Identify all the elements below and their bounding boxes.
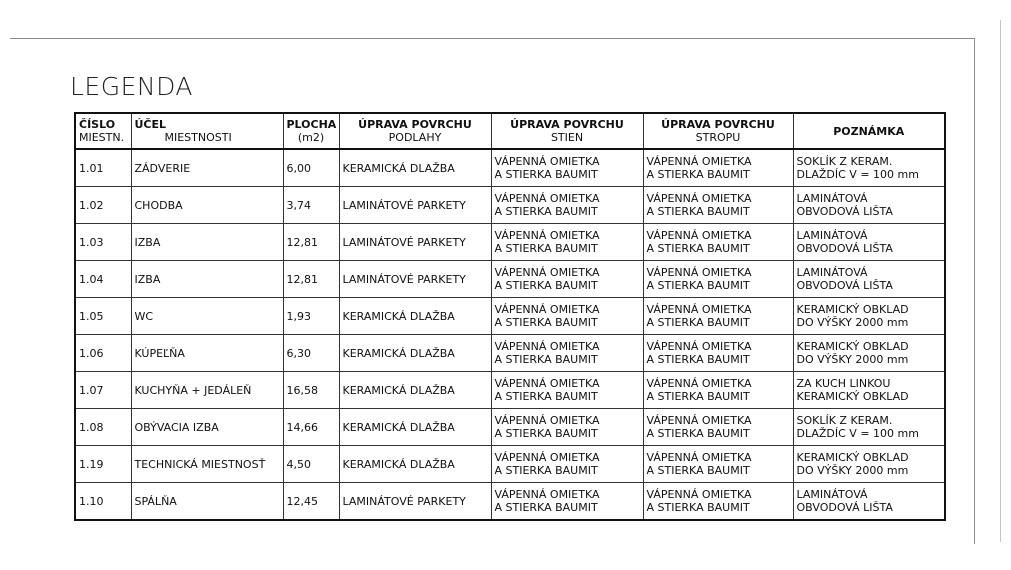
header-stropu: ÚPRAVA POVRCHU STROPU [643,113,793,149]
cell-podlahy: KERAMICKÁ DLAŽBA [339,409,491,446]
cell-cislo: 1.03 [75,224,131,261]
drawing-frame-right-line [974,38,975,544]
cell-stropu: VÁPENNÁ OMIETKA A STIERKA BAUMIT [643,187,793,224]
table-row [75,187,945,224]
table-row [75,298,945,335]
legend-title: LEGENDA [70,72,194,101]
cell-stien: VÁPENNÁ OMIETKA A STIERKA BAUMIT [491,372,643,409]
cell-cislo: 1.02 [75,187,131,224]
cell-plocha: 6,00 [283,149,339,187]
page-edge-line [1000,20,1001,542]
cell-poznamka: ZA KUCH LINKOU KERAMICKÝ OBKLAD [793,372,945,409]
cell-stien: VÁPENNÁ OMIETKA A STIERKA BAUMIT [491,335,643,372]
cell-podlahy: KERAMICKÁ DLAŽBA [339,372,491,409]
header-podlahy: ÚPRAVA POVRCHU PODLAHY [339,113,491,149]
cell-ucel: IZBA [131,224,283,261]
table-row [75,372,945,409]
cell-poznamka: SOKLÍK Z KERAM. DLAŽDÍC V = 100 mm [793,149,945,187]
cell-plocha: 4,50 [283,446,339,483]
cell-ucel: CHODBA [131,187,283,224]
cell-poznamka: LAMINÁTOVÁ OBVODOVÁ LIŠTA [793,261,945,298]
cell-podlahy: LAMINÁTOVÉ PARKETY [339,261,491,298]
table-row [75,149,945,187]
cell-ucel: OBÝVACIA IZBA [131,409,283,446]
cell-podlahy: LAMINÁTOVÉ PARKETY [339,483,491,521]
cell-poznamka: SOKLÍK Z KERAM. DLAŽDÍC V = 100 mm [793,409,945,446]
cell-cislo: 1.06 [75,335,131,372]
cell-ucel: KÚPEĽŇA [131,335,283,372]
cell-podlahy: KERAMICKÁ DLAŽBA [339,446,491,483]
cell-plocha: 12,81 [283,261,339,298]
header-cislo: ČÍSLO MIESTN. [75,113,131,149]
cell-podlahy: LAMINÁTOVÉ PARKETY [339,224,491,261]
cell-cislo: 1.05 [75,298,131,335]
cell-ucel: WC [131,298,283,335]
cell-stien: VÁPENNÁ OMIETKA A STIERKA BAUMIT [491,187,643,224]
cell-cislo: 1.04 [75,261,131,298]
cell-plocha: 12,81 [283,224,339,261]
table-row [75,335,945,372]
cell-podlahy: LAMINÁTOVÉ PARKETY [339,187,491,224]
cell-stien: VÁPENNÁ OMIETKA A STIERKA BAUMIT [491,261,643,298]
header-row [75,113,945,149]
header-plocha: PLOCHA (m2) [283,113,339,149]
table-row [75,261,945,298]
table-row [75,483,945,521]
cell-plocha: 12,45 [283,483,339,521]
cell-poznamka: KERAMICKÝ OBKLAD DO VÝŠKY 2000 mm [793,335,945,372]
cell-cislo: 1.01 [75,149,131,187]
cell-poznamka: LAMINÁTOVÁ OBVODOVÁ LIŠTA [793,224,945,261]
cell-podlahy: KERAMICKÁ DLAŽBA [339,298,491,335]
table-row [75,446,945,483]
cell-ucel: ZÁDVERIE [131,149,283,187]
cell-plocha: 16,58 [283,372,339,409]
cell-cislo: 1.19 [75,446,131,483]
header-ucel: ÚČEL MIESTNOSTI [131,113,283,149]
cell-stien: VÁPENNÁ OMIETKA A STIERKA BAUMIT [491,409,643,446]
cell-stien: VÁPENNÁ OMIETKA A STIERKA BAUMIT [491,483,643,521]
cell-stropu: VÁPENNÁ OMIETKA A STIERKA BAUMIT [643,483,793,521]
cell-podlahy: KERAMICKÁ DLAŽBA [339,335,491,372]
cell-stropu: VÁPENNÁ OMIETKA A STIERKA BAUMIT [643,446,793,483]
cell-cislo: 1.10 [75,483,131,521]
cell-stien: VÁPENNÁ OMIETKA A STIERKA BAUMIT [491,224,643,261]
cell-plocha: 14,66 [283,409,339,446]
cell-ucel: IZBA [131,261,283,298]
cell-ucel: SPÁLŇA [131,483,283,521]
cell-stien: VÁPENNÁ OMIETKA A STIERKA BAUMIT [491,446,643,483]
cell-plocha: 6,30 [283,335,339,372]
header-poznamka: POZNÁMKA [793,113,945,149]
cell-plocha: 3,74 [283,187,339,224]
cell-poznamka: LAMINÁTOVÁ OBVODOVÁ LIŠTA [793,483,945,521]
cell-podlahy: KERAMICKÁ DLAŽBA [339,149,491,187]
cell-ucel: KUCHYŇA + JEDÁLEŇ [131,372,283,409]
cell-stien: VÁPENNÁ OMIETKA A STIERKA BAUMIT [491,149,643,187]
legend-table [74,112,946,521]
cell-stropu: VÁPENNÁ OMIETKA A STIERKA BAUMIT [643,298,793,335]
cell-poznamka: KERAMICKÝ OBKLAD DO VÝŠKY 2000 mm [793,298,945,335]
header-stien: ÚPRAVA POVRCHU STIEN [491,113,643,149]
cell-plocha: 1,93 [283,298,339,335]
cell-stropu: VÁPENNÁ OMIETKA A STIERKA BAUMIT [643,335,793,372]
drawing-frame-top-line [10,38,974,39]
cell-poznamka: LAMINÁTOVÁ OBVODOVÁ LIŠTA [793,187,945,224]
cell-stropu: VÁPENNÁ OMIETKA A STIERKA BAUMIT [643,372,793,409]
cell-stien: VÁPENNÁ OMIETKA A STIERKA BAUMIT [491,298,643,335]
cell-cislo: 1.07 [75,372,131,409]
cell-stropu: VÁPENNÁ OMIETKA A STIERKA BAUMIT [643,224,793,261]
cell-ucel: TECHNICKÁ MIESTNOSŤ [131,446,283,483]
cell-cislo: 1.08 [75,409,131,446]
cell-stropu: VÁPENNÁ OMIETKA A STIERKA BAUMIT [643,149,793,187]
table-row [75,409,945,446]
cell-stropu: VÁPENNÁ OMIETKA A STIERKA BAUMIT [643,409,793,446]
table-row [75,224,945,261]
cell-stropu: VÁPENNÁ OMIETKA A STIERKA BAUMIT [643,261,793,298]
cell-poznamka: KERAMICKÝ OBKLAD DO VÝŠKY 2000 mm [793,446,945,483]
